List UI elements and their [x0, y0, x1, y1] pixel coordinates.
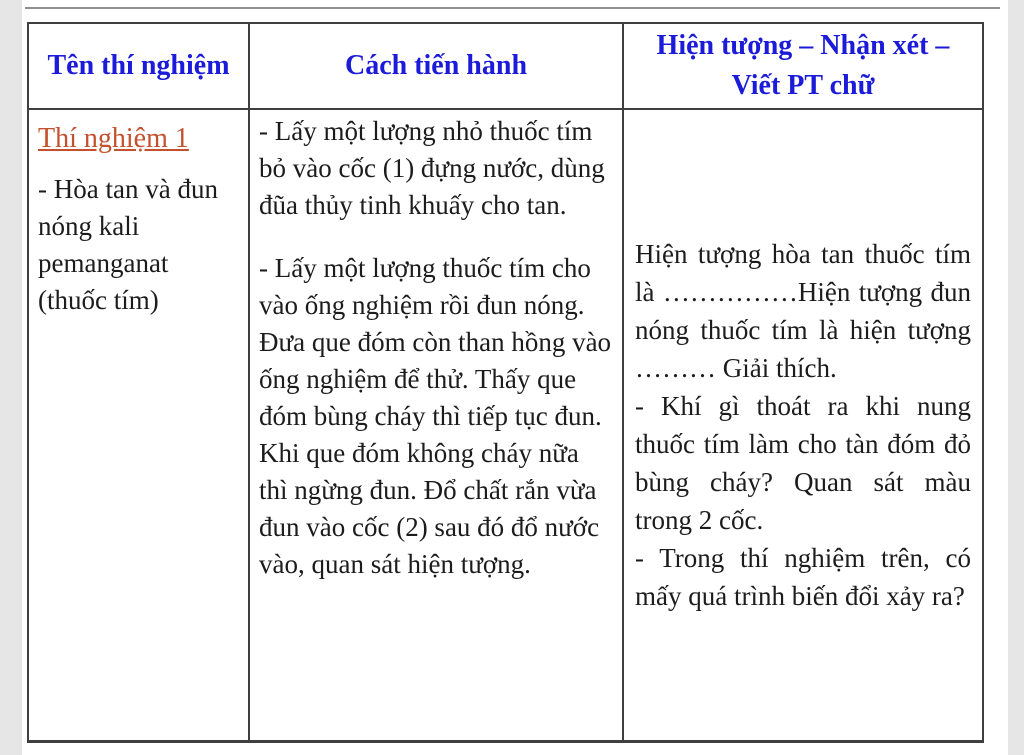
header-cell-observation: Hiện tượng – Nhận xét – Viết PT chữ — [624, 24, 982, 110]
cell-procedure — [250, 110, 624, 740]
cell-observation — [624, 110, 982, 740]
document-page — [22, 0, 1008, 755]
header-cell-experiment-name: Tên thí nghiệm — [29, 24, 250, 110]
experiment-description: - Hòa tan và đun nóng kali pemanganat (thuốc tím) — [38, 174, 218, 315]
procedure-paragraph: - Lấy một lượng nhỏ thuốc tím bỏ vào cốc (1) đựng nước, dùng đũa thủy tinh khuấy cho tan. — [259, 116, 605, 220]
procedure-paragraph: - Lấy một lượng thuốc tím cho vào ống nghiệm rồi đun nóng. Đưa que đóm còn than hồng vào ống nghiệm để thử. Thấy que đóm bùng cháy thì tiếp tục đun. Khi que đóm không cháy nữa thì ngừng đun. Đổ chất rắn vừa đun vào cốc (2) sau đó đổ nước vào, quan sát hiện tượng. — [259, 253, 612, 579]
cell-experiment-name — [29, 110, 250, 740]
observation-paragraph: - Trong thí nghiệm trên, có mấy quá trình biến đổi xảy ra? — [635, 543, 971, 611]
experiment-table — [27, 22, 984, 743]
page-top-rule — [25, 7, 1000, 9]
observation-paragraph: - Khí gì thoát ra khi nung thuốc tím làm cho tàn đóm đỏ bùng cháy? Quan sát màu trong 2 cốc. — [635, 391, 971, 535]
header-cell-procedure: Cách tiến hành — [250, 24, 624, 110]
experiment-title: Thí nghiệm 1 — [38, 123, 189, 154]
observation-paragraph: Hiện tượng hòa tan thuốc tím là ……………Hiện tượng đun nóng thuốc tím là hiện tượng ……… Giải thích. — [635, 239, 971, 383]
